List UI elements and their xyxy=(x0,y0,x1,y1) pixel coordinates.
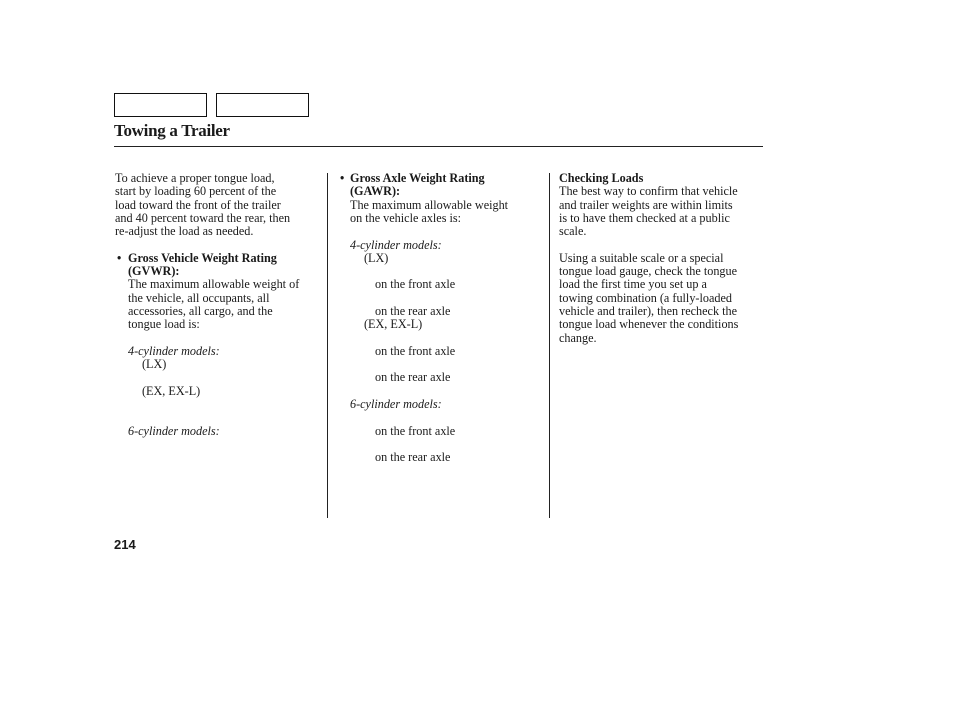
four-cyl-label: 4-cylinder models: xyxy=(128,344,220,358)
column-divider-1 xyxy=(327,173,328,518)
gawr-body-line: The maximum allowable weight xyxy=(350,198,509,212)
trim-lx: (LX) xyxy=(142,357,167,371)
column-divider-2 xyxy=(549,173,550,518)
nav-button-2[interactable] xyxy=(216,93,309,117)
checking-para1-line: and trailer weights are within limits xyxy=(559,198,733,212)
rear-axle-label: on the rear axle xyxy=(375,370,451,384)
gvwr-heading: Gross Vehicle Weight Rating xyxy=(128,251,277,265)
trim-ex: (EX, EX-L) xyxy=(142,384,201,398)
nav-button-1[interactable] xyxy=(114,93,207,117)
intro-line: start by loading 60 percent of the xyxy=(115,184,277,198)
gvwr-body-line: tongue load is: xyxy=(128,317,200,331)
checking-para2-line: load the first time you set up a xyxy=(559,277,707,291)
page-title: Towing a Trailer xyxy=(114,121,230,140)
checking-loads-heading: Checking Loads xyxy=(559,171,644,185)
checking-para2-line: tongue load gauge, check the tongue xyxy=(559,264,738,278)
gvwr-heading: (GVWR): xyxy=(128,264,180,278)
front-axle-label: on the front axle xyxy=(375,344,456,358)
front-axle-label: on the front axle xyxy=(375,277,456,291)
trim-ex: (EX, EX-L) xyxy=(364,317,423,331)
checking-para2-line: towing combination (a fully-loaded xyxy=(559,291,732,305)
gvwr-body-line: the vehicle, all occupants, all xyxy=(128,291,270,305)
checking-para1-line: is to have them checked at a public xyxy=(559,211,730,225)
title-divider xyxy=(114,146,763,147)
gawr-body-line: on the vehicle axles is: xyxy=(350,211,462,225)
intro-line: re-adjust the load as needed. xyxy=(115,224,254,238)
gawr-heading: (GAWR): xyxy=(350,184,401,198)
rear-axle-label: on the rear axle xyxy=(375,304,451,318)
checking-para1-line: scale. xyxy=(559,224,587,238)
six-cyl-label: 6-cylinder models: xyxy=(128,424,220,438)
gawr-heading: Gross Axle Weight Rating xyxy=(350,171,485,185)
page-number: 214 xyxy=(114,537,136,552)
six-cyl-label: 6-cylinder models: xyxy=(350,397,442,411)
bullet-marker: • xyxy=(340,171,345,185)
rear-axle-label: on the rear axle xyxy=(375,450,451,464)
checking-para2-line: vehicle and trailer), then recheck the xyxy=(559,304,737,318)
gvwr-body-line: The maximum allowable weight of xyxy=(128,277,300,291)
gvwr-body-line: accessories, all cargo, and the xyxy=(128,304,273,318)
intro-line: load toward the front of the trailer xyxy=(115,198,281,212)
checking-para1-line: The best way to confirm that vehicle xyxy=(559,184,738,198)
bullet-marker: • xyxy=(117,251,122,265)
trim-lx: (LX) xyxy=(364,251,389,265)
intro-line: To achieve a proper tongue load, xyxy=(115,171,275,185)
intro-line: and 40 percent toward the rear, then xyxy=(115,211,291,225)
checking-para2-line: Using a suitable scale or a special xyxy=(559,251,724,265)
front-axle-label: on the front axle xyxy=(375,424,456,438)
checking-para2-line: tongue load whenever the conditions xyxy=(559,317,739,331)
checking-para2-line: change. xyxy=(559,331,597,345)
four-cyl-label: 4-cylinder models: xyxy=(350,238,442,252)
